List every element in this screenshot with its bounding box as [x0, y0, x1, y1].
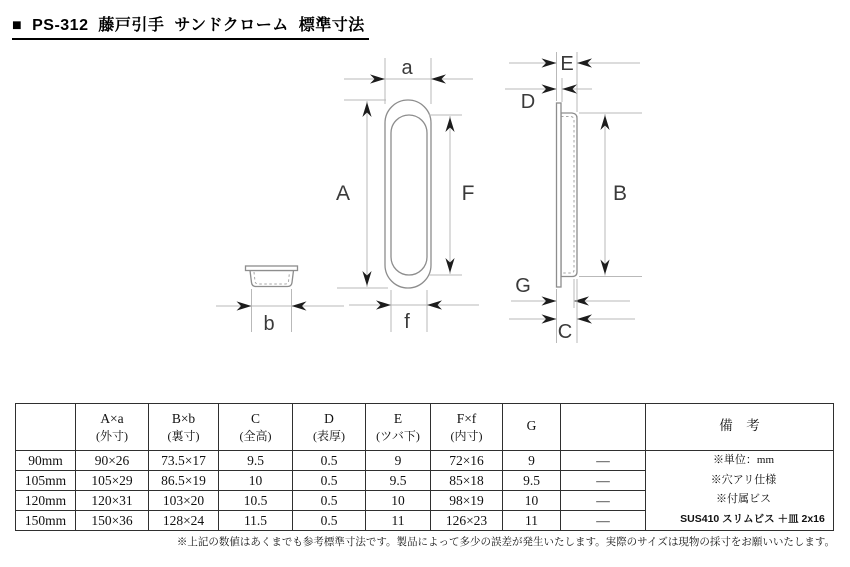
remark-screw-spec: SUS410 スリムビス ＋皿 2x16	[680, 512, 825, 525]
dim-label-C: C	[557, 321, 573, 343]
dim-label-A: A	[335, 182, 351, 205]
cell-d: 0.5	[293, 471, 366, 491]
table-row	[16, 451, 834, 471]
cell-dash: —	[561, 511, 646, 531]
header-cell-e: E (ツバ下)	[366, 404, 431, 451]
cell-g: 9.5	[503, 471, 561, 491]
cell-dash: —	[561, 491, 646, 511]
cell-fxf: 72×16	[431, 451, 503, 471]
remark-hole: ※穴アリ仕様	[710, 473, 777, 486]
cell-dash: —	[561, 451, 646, 471]
cell-fxf: 85×18	[431, 471, 503, 491]
section-view	[216, 266, 344, 335]
cell-size: 105mm	[16, 471, 76, 491]
cell-g: 9	[503, 451, 561, 471]
cell-bxb: 73.5×17	[149, 451, 219, 471]
side-faceplate	[557, 103, 562, 287]
cell-remarks	[646, 451, 834, 531]
cell-bxb: 103×20	[149, 491, 219, 511]
dim-label-G: G	[515, 275, 531, 297]
cell-d: 0.5	[293, 451, 366, 471]
cell-e: 10	[366, 491, 431, 511]
remark-unit: ※単位：mm	[712, 454, 775, 466]
dim-label-b: b	[263, 313, 275, 335]
front-view	[336, 57, 479, 333]
footnote: ※上記の数値はあくまでも参考標準寸法です。製品によって多少の誤差が発生いたします。実際のサイズは現物の採寸をお願いいたします。	[176, 537, 835, 548]
header-cell-remarks: 備 考	[646, 404, 834, 451]
cell-dash: —	[561, 471, 646, 491]
cell-c: 10.5	[219, 491, 293, 511]
header-cell-axa: A×a (外寸)	[76, 404, 149, 451]
dim-label-B: B	[612, 182, 628, 205]
header-cell-g: G	[503, 404, 561, 451]
cell-e: 9.5	[366, 471, 431, 491]
cell-size: 150mm	[16, 511, 76, 531]
remark-screws: ※付属ビス	[716, 493, 771, 505]
header-cell-blank	[561, 404, 646, 451]
cell-e: 11	[366, 511, 431, 531]
cell-c: 11.5	[219, 511, 293, 531]
front-inner-outline	[391, 115, 427, 275]
cell-g: 11	[503, 511, 561, 531]
header-cell-d: D (表厚)	[293, 404, 366, 451]
cell-axa: 90×26	[76, 451, 149, 471]
cell-c: 9.5	[219, 451, 293, 471]
side-body-outline	[561, 113, 577, 277]
cell-axa: 120×31	[76, 491, 149, 511]
table-header-row	[16, 404, 834, 451]
dim-label-E: E	[560, 53, 574, 75]
cell-fxf: 126×23	[431, 511, 503, 531]
cell-d: 0.5	[293, 511, 366, 531]
dim-label-F: F	[461, 182, 475, 205]
side-view	[505, 52, 642, 343]
spec-table	[15, 403, 834, 531]
cell-bxb: 86.5×19	[149, 471, 219, 491]
header-cell-bxb: B×b (裏寸)	[149, 404, 219, 451]
cell-axa: 105×29	[76, 471, 149, 491]
header-cell-c: C (全高)	[219, 404, 293, 451]
cell-size: 90mm	[16, 451, 76, 471]
header-cell-fxf: F×f (内寸)	[431, 404, 503, 451]
cell-axa: 150×36	[76, 511, 149, 531]
page-title: ■ PS-312 藤戸引手 サンドクローム 標準寸法	[12, 10, 369, 40]
cell-d: 0.5	[293, 491, 366, 511]
cell-g: 10	[503, 491, 561, 511]
cell-e: 9	[366, 451, 431, 471]
header-cell-size	[16, 404, 76, 451]
cell-bxb: 128×24	[149, 511, 219, 531]
section-flange	[246, 266, 298, 271]
dim-label-f: f	[404, 311, 410, 333]
cell-fxf: 98×19	[431, 491, 503, 511]
cell-c: 10	[219, 471, 293, 491]
cell-size: 120mm	[16, 491, 76, 511]
dim-label-a: a	[401, 57, 413, 79]
dim-label-D: D	[520, 91, 536, 113]
